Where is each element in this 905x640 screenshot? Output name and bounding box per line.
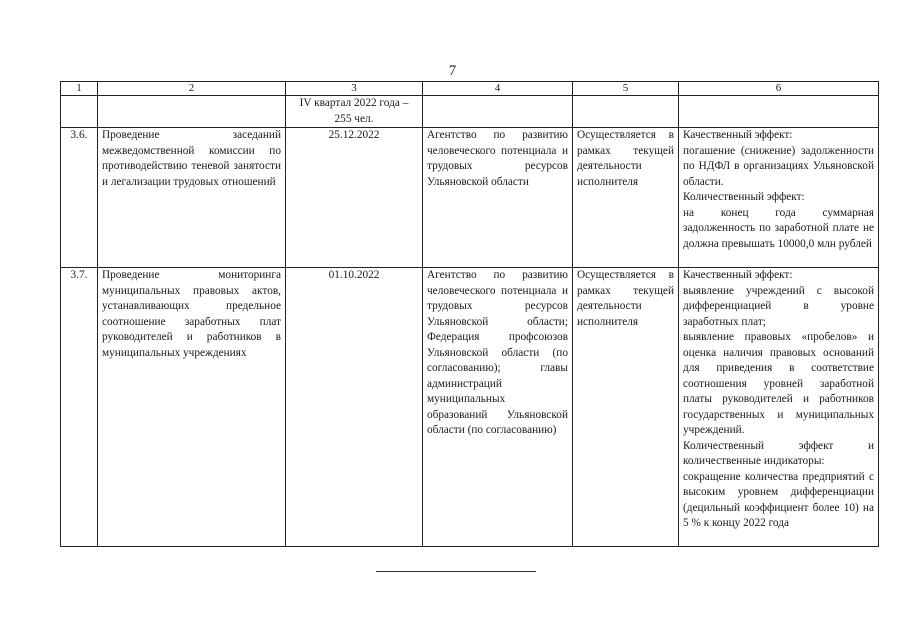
- executors-cell: Агентство по развитию человеческого потенциала и трудовых ресурсов Ульяновской области; Федерация профсоюзов Ульяновской области (по согласованию); главы администраций муниципальных образований Ульяновской области (по согласованию): [423, 268, 573, 547]
- row-number: 3.7.: [61, 268, 98, 547]
- table-row-3-6: [61, 128, 879, 268]
- column-number-1: 1: [61, 82, 98, 96]
- deadline-cell: 01.10.2022: [286, 268, 423, 547]
- column-number-4: 4: [423, 82, 573, 96]
- deadline-cell: 25.12.2022: [286, 128, 423, 268]
- executors-cell: Агентство по развитию человеческого потенциала и трудовых ресурсов Ульяновской области: [423, 128, 573, 268]
- action-plan-table: [60, 81, 879, 547]
- continuation-financing-cell: [573, 96, 679, 128]
- continuation-num-cell: [61, 96, 98, 128]
- column-number-6: 6: [679, 82, 879, 96]
- effect-line: погашение (снижение) задолженности по НДФЛ в организациях Ульяновской области.: [683, 144, 874, 188]
- continuation-effect-cell: [679, 96, 879, 128]
- effect-cell: [679, 268, 879, 547]
- effect-line: выявление учреждений с высокой дифференциацией в уровне заработных плат;: [683, 284, 874, 328]
- action-cell: Проведение мониторинга муниципальных правовых актов, устанавливающих предельное соотношение заработных плат руководителей и работников в муниципальных учреждениях: [98, 268, 286, 547]
- row-number: 3.6.: [61, 128, 98, 268]
- financing-cell: Осуществляется в рамках текущей деятельности исполнителя: [573, 128, 679, 268]
- column-number-5: 5: [573, 82, 679, 96]
- footer-divider: [376, 571, 536, 572]
- page-number: 7: [448, 63, 457, 79]
- effect-line: Количественный эффект:: [683, 191, 805, 203]
- effect-line: Качественный эффект:: [683, 129, 793, 141]
- financing-cell: Осуществляется в рамках текущей деятельности исполнителя: [573, 268, 679, 547]
- continuation-deadline: IV квартал 2022 года – 255 чел.: [286, 96, 423, 128]
- continuation-executors-cell: [423, 96, 573, 128]
- continuation-row: [61, 96, 879, 128]
- effect-line: выявление правовых «пробелов» и оценка наличия правовых оснований для приведения в соответствие соотношения уровней заработной платы руководителей и работников государственных и муниципальных учреждений.: [683, 331, 874, 436]
- effect-line: Количественный эффект и количественные индикаторы:: [683, 439, 874, 467]
- effect-line: Качественный эффект:: [683, 269, 793, 281]
- action-cell: Проведение заседаний межведомственной комиссии по противодействию теневой занятости и легализации трудовых отношений: [98, 128, 286, 268]
- column-number-3: 3: [286, 82, 423, 96]
- effect-cell: [679, 128, 879, 268]
- continuation-action-cell: [98, 96, 286, 128]
- effect-line: на конец года суммарная задолженность по заработной плате не должна превышать 10000,0 млн рублей: [683, 206, 874, 250]
- column-number-row: [61, 82, 879, 96]
- column-number-2: 2: [98, 82, 286, 96]
- effect-line: сокращение количества предприятий с высоким уровнем дифференциации (децильный коэффициент более 10) на 5 % к концу 2022 года: [683, 470, 874, 529]
- table-row-3-7: [61, 268, 879, 547]
